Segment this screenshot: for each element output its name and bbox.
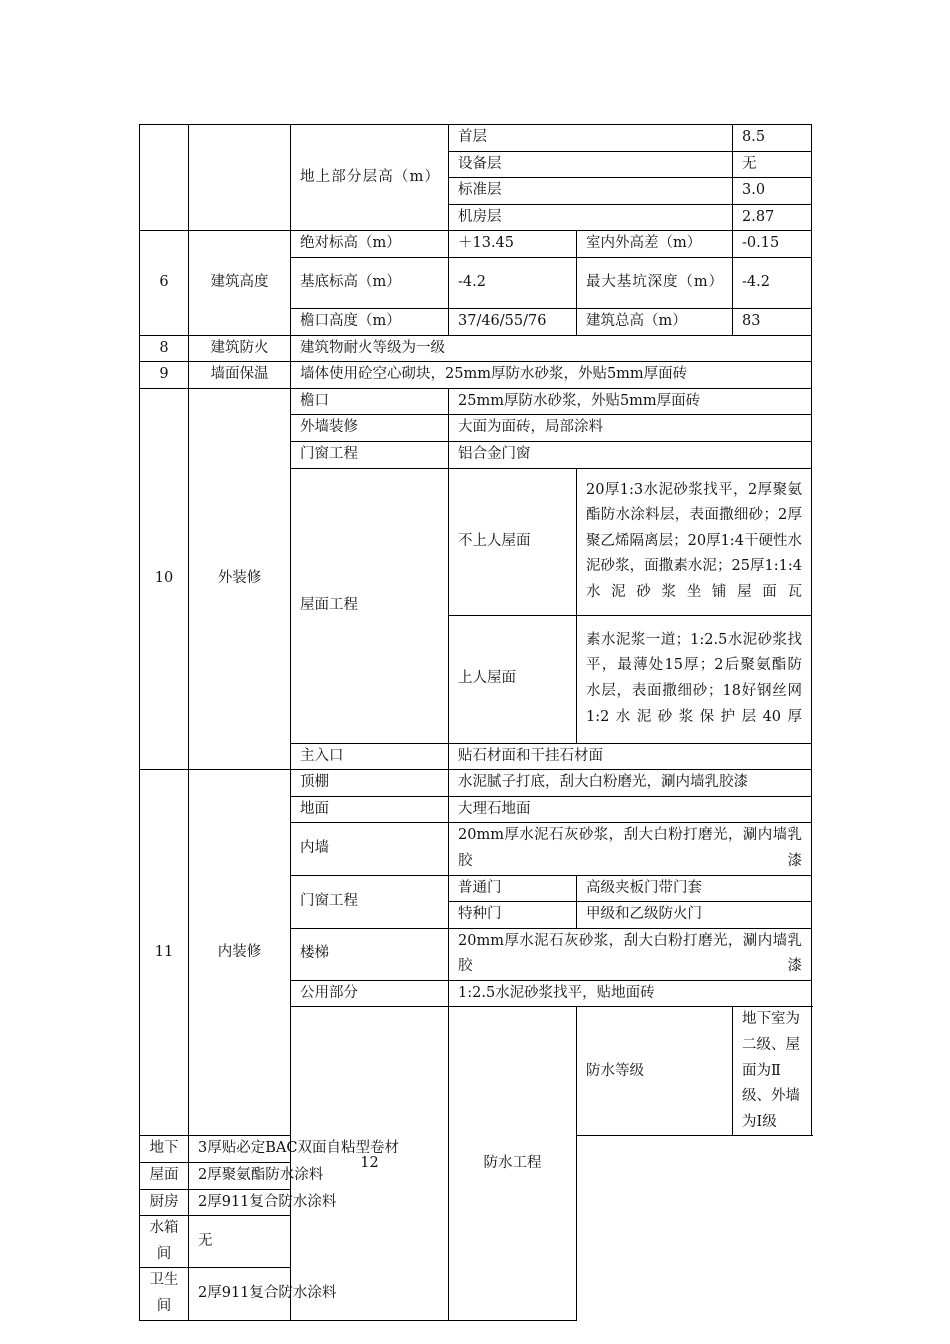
abs-elevation-label: 绝对标高（m） xyxy=(291,231,449,258)
table-row xyxy=(140,125,812,152)
door-type-text: 甲级和乙级防火门 xyxy=(577,902,812,929)
table-row xyxy=(140,1216,812,1268)
section-number: 9 xyxy=(140,362,189,389)
section-text: 墙体使用砼空心砌块，25mm厚防水砂浆，外贴5mm厚面砖 xyxy=(291,362,812,389)
item-text: 2厚911复合防水涂料 xyxy=(189,1268,577,1320)
table-row xyxy=(140,1136,812,1163)
item-text: 20mm厚水泥石灰砂浆，刮大白粉打磨光，涮内墙乳胶漆 xyxy=(449,823,812,875)
table-row xyxy=(140,1189,812,1216)
section-title: 内装修 xyxy=(189,770,291,1136)
table-row xyxy=(140,770,812,797)
section-title: 防水工程 xyxy=(449,1007,577,1320)
item-text: 贴石材面和干挂石材面 xyxy=(449,743,812,770)
floor-value: 8.5 xyxy=(733,125,812,152)
section-title: 建筑防火 xyxy=(189,335,291,362)
item-text: 2厚911复合防水涂料 xyxy=(189,1189,577,1216)
roof-type-text: 素水泥浆一道；1:2.5水泥砂浆找平，最薄处15厚；2后聚氨酯防水层，表面撒细砂；18好钢丝网1:2水泥砂浆保护层40厚 xyxy=(577,615,812,743)
floor-name: 标准层 xyxy=(449,178,733,205)
item-text: 大理石地面 xyxy=(449,796,812,823)
section-title: 建筑高度 xyxy=(189,231,291,335)
section-text: 建筑物耐火等级为一级 xyxy=(291,335,812,362)
item-label: 屋面工程 xyxy=(291,468,449,743)
floor-value: 2.87 xyxy=(733,204,812,231)
no-cell-empty xyxy=(140,125,189,231)
floor-height-label: 地上部分层高（m） xyxy=(291,125,449,231)
roof-type-label: 不上人屋面 xyxy=(449,468,577,615)
item-label: 屋面 xyxy=(140,1163,189,1190)
total-height-value: 83 xyxy=(733,308,812,335)
base-elevation-value: -4.2 xyxy=(449,257,577,308)
floor-name: 首层 xyxy=(449,125,733,152)
table-row xyxy=(140,1163,812,1190)
item-label: 门窗工程 xyxy=(291,875,449,928)
item-label: 外墙装修 xyxy=(291,415,449,442)
item-label: 水箱间 xyxy=(140,1216,189,1268)
door-type-label: 普通门 xyxy=(449,875,577,902)
item-text: 25mm厚防水砂浆，外贴5mm厚面砖 xyxy=(449,388,812,415)
item-label: 防水等级 xyxy=(577,1007,733,1136)
section-number: 11 xyxy=(140,770,189,1136)
door-type-label: 特种门 xyxy=(449,902,577,929)
section-title: 墙面保温 xyxy=(189,362,291,389)
eave-height-label: 檐口高度（m） xyxy=(291,308,449,335)
item-text: 水泥腻子打底，刮大白粉磨光，涮内墙乳胶漆 xyxy=(449,770,812,797)
height-diff-label: 室内外高差（m） xyxy=(577,231,733,258)
section-number: 8 xyxy=(140,335,189,362)
section-title: 外装修 xyxy=(189,388,291,769)
item-text: 20mm厚水泥石灰砂浆，刮大白粉打磨光，涮内墙乳胶漆 xyxy=(449,928,812,980)
item-label: 檐口 xyxy=(291,388,449,415)
item-label: 楼梯 xyxy=(291,928,449,980)
section-number: 6 xyxy=(140,231,189,335)
table-row xyxy=(140,362,812,389)
floor-name: 机房层 xyxy=(449,204,733,231)
item-label: 主入口 xyxy=(291,743,449,770)
eave-height-value: 37/46/55/76 xyxy=(449,308,577,335)
item-label: 公用部分 xyxy=(291,980,449,1007)
item-label: 厨房 xyxy=(140,1189,189,1216)
item-label: 门窗工程 xyxy=(291,441,449,468)
item-label: 卫生间 xyxy=(140,1268,189,1320)
door-type-text: 高级夹板门带门套 xyxy=(577,875,812,902)
table-row xyxy=(140,231,812,258)
item-text: 地下室为二级、屋面为Ⅱ级、外墙为Ⅰ级 xyxy=(733,1007,812,1136)
abs-elevation-value: ＋13.45 xyxy=(449,231,577,258)
table-row xyxy=(140,1268,812,1320)
item-text: 3厚贴必定BAC双面自粘型卷材 xyxy=(189,1136,577,1163)
table-row xyxy=(140,388,812,415)
spec-table xyxy=(139,124,812,1321)
title-cell-empty xyxy=(189,125,291,231)
item-label: 顶棚 xyxy=(291,770,449,797)
item-text: 无 xyxy=(189,1216,577,1268)
item-text: 1:2.5水泥砂浆找平，贴地面砖 xyxy=(449,980,812,1007)
item-label: 地下 xyxy=(140,1136,189,1163)
item-text: 大面为面砖，局部涂料 xyxy=(449,415,812,442)
pit-depth-value: -4.2 xyxy=(733,257,812,308)
section-number: 12 xyxy=(291,1007,449,1320)
floor-value: 3.0 xyxy=(733,178,812,205)
table-row xyxy=(140,335,812,362)
height-diff-value: -0.15 xyxy=(733,231,812,258)
item-text: 2厚聚氨酯防水涂料 xyxy=(189,1163,577,1190)
item-label: 内墙 xyxy=(291,823,449,875)
item-label: 地面 xyxy=(291,796,449,823)
pit-depth-label: 最大基坑深度（m） xyxy=(577,257,733,308)
floor-value: 无 xyxy=(733,151,812,178)
total-height-label: 建筑总高（m） xyxy=(577,308,733,335)
item-text: 铝合金门窗 xyxy=(449,441,812,468)
roof-type-label: 上人屋面 xyxy=(449,615,577,743)
roof-type-text: 20厚1:3水泥砂浆找平，2厚聚氨酯防水涂料层，表面撒细砂；2厚聚乙烯隔离层；20厚1:4干硬性水泥砂浆，面撒素水泥；25厚1:1:4水泥砂浆坐铺屋面瓦 xyxy=(577,468,812,615)
floor-name: 设备层 xyxy=(449,151,733,178)
base-elevation-label: 基底标高（m） xyxy=(291,257,449,308)
section-number: 10 xyxy=(140,388,189,769)
